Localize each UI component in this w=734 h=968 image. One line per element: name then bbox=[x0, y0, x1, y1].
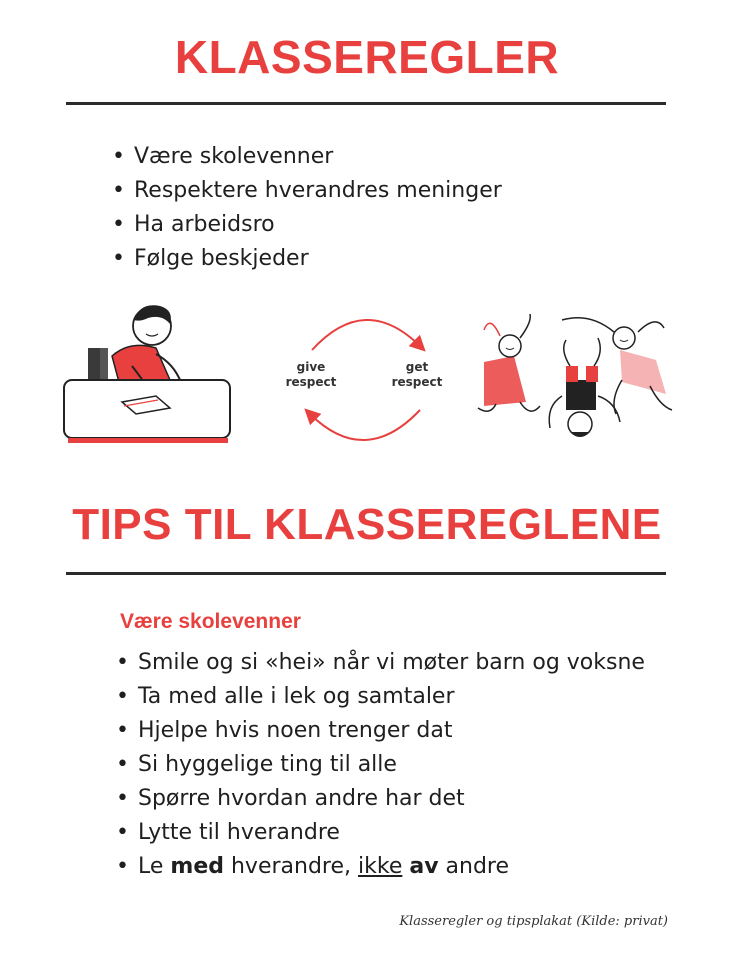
playing-children-illustration bbox=[470, 310, 680, 460]
text-segment: Le bbox=[138, 854, 171, 879]
text-segment: hverandre, bbox=[224, 854, 359, 879]
image-caption: Klasseregler og tipsplakat (Kilde: privat) bbox=[399, 914, 668, 929]
list-item: • Være skolevenner bbox=[112, 140, 502, 174]
list-item: • Lytte til hverandre bbox=[116, 816, 645, 850]
list-item: • Respektere hverandres meninger bbox=[112, 174, 502, 208]
tips-subheading: Være skolevenner bbox=[120, 610, 301, 633]
boy-writing-illustration bbox=[60, 296, 236, 452]
give-respect-label bbox=[276, 360, 346, 390]
get-word: get bbox=[405, 360, 429, 374]
tips-title: TIPS TIL KLASSEREGLENE bbox=[72, 500, 662, 549]
text-segment: andre bbox=[438, 854, 510, 879]
respect-cycle bbox=[270, 300, 460, 460]
list-item: • Ha arbeidsro bbox=[112, 208, 502, 242]
title-divider bbox=[66, 102, 666, 105]
list-item: • Smile og si «hei» når vi møter barn og voksne bbox=[116, 646, 645, 680]
list-item: • Hjelpe hvis noen trenger dat bbox=[116, 714, 645, 748]
give-word: give bbox=[296, 360, 326, 374]
page-title: KLASSEREGLER bbox=[174, 31, 560, 83]
rules-list bbox=[112, 140, 502, 276]
emphasis-av: av bbox=[409, 854, 439, 879]
respect-word: respect bbox=[285, 375, 337, 389]
respect-word: respect bbox=[391, 375, 443, 389]
tips-list bbox=[116, 646, 645, 884]
get-respect-label bbox=[382, 360, 452, 390]
list-item: • Følge beskjeder bbox=[112, 242, 502, 276]
tips-divider bbox=[66, 572, 666, 575]
list-item: • Si hyggelige ting til alle bbox=[116, 748, 645, 782]
list-item-laugh bbox=[116, 850, 645, 884]
list-item: • Spørre hvordan andre har det bbox=[116, 782, 645, 816]
list-item: • Ta med alle i lek og samtaler bbox=[116, 680, 645, 714]
emphasis-ikke: ikke bbox=[358, 854, 403, 879]
emphasis-med: med bbox=[170, 854, 224, 879]
